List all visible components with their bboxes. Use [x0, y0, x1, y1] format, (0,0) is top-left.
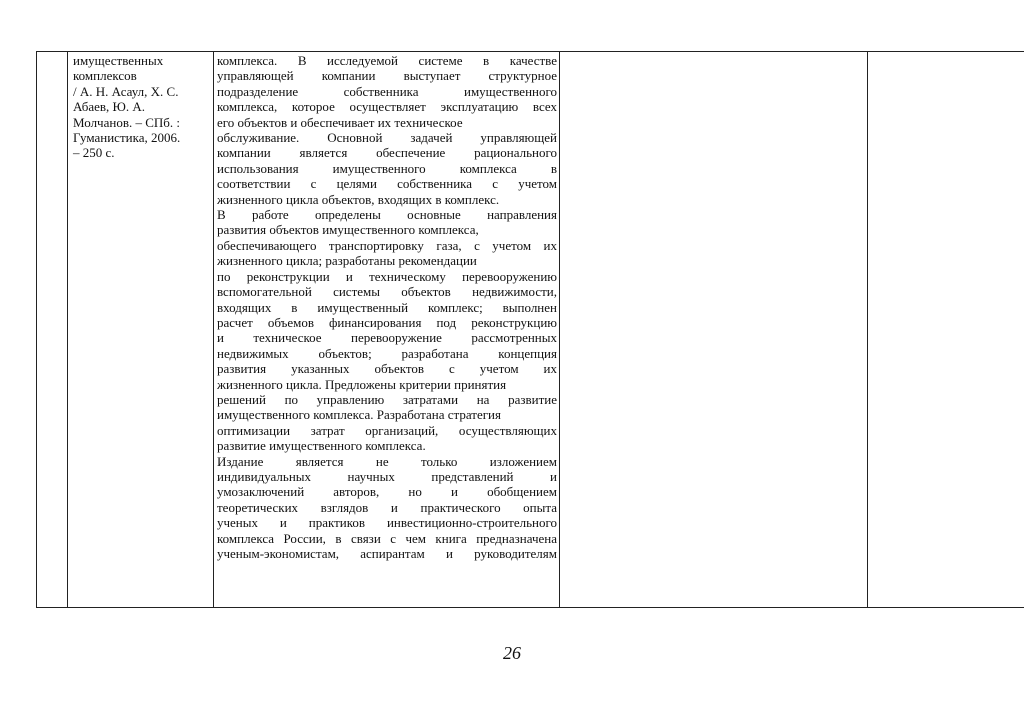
description-line: подразделение собственника имущественного [217, 83, 557, 99]
description-line: теоретических взглядов и практического опыта [217, 499, 557, 515]
description-line: жизненного цикла; разработаны рекомендации [217, 253, 477, 269]
description-line: комплекса, которое осуществляет эксплуатацию всех [217, 99, 557, 115]
source-line: имущественных [73, 53, 164, 68]
description-line: ученых и практиков инвестиционно-строительного [217, 515, 557, 531]
description-line: использования имущественного комплекса в [217, 160, 557, 176]
description-line: развитие имущественного комплекса. [217, 438, 426, 454]
description-line: и техническое перевооружение рассмотренных [217, 330, 557, 346]
source-line: – 250 с. [73, 145, 115, 161]
description-line: ученым-экономистам, аспирантам и руководителям [217, 546, 557, 561]
description-line: компании является обеспечение рационального [217, 145, 557, 161]
description-line: вспомогательной системы объектов недвижимости, [217, 284, 557, 300]
description-line: расчет объемов финансирования под реконструкцию [217, 314, 557, 330]
description-line: умозаключений авторов, но и обобщением [217, 484, 557, 500]
description-line: недвижимых объектов; разработана концепция [217, 345, 557, 361]
description-line: комплекса. В исследуемой системе в качестве [217, 53, 557, 68]
source-line: Гуманистика, 2006. [73, 130, 181, 146]
description-line: решений по управлению затратами на развитие [217, 391, 557, 407]
description-line: развития указанных объектов с учетом их [217, 361, 557, 377]
description-line: имущественного комплекса. Разработана стратегия [217, 407, 501, 423]
column-divider [867, 52, 868, 607]
description-line: его объектов и обеспечивает их техническое [217, 114, 463, 130]
description-line: развития объектов имущественного комплекса, [217, 222, 479, 238]
description-line: комплекса России, в связи с чем книга предназначена [217, 530, 557, 546]
column-divider [559, 52, 560, 607]
description-line: жизненного цикла объектов, входящих в комплекс. [217, 191, 500, 207]
column-divider [67, 52, 68, 607]
description-line: по реконструкции и техническому перевооружению [217, 268, 557, 284]
description-cell [217, 53, 557, 561]
source-line: / А. Н. Асаул, Х. С. [73, 83, 179, 99]
description-line: В работе определены основные направления [217, 207, 557, 223]
description-line: жизненного цикла. Предложены критерии принятия [217, 376, 507, 392]
description-line: Издание является не только изложением [217, 453, 557, 469]
source-line: комплексов [73, 68, 137, 84]
description-line: соответствии с целями собственника с учетом [217, 176, 557, 192]
source-line: Молчанов. – СПб. : [73, 114, 180, 130]
document-table [36, 51, 1024, 608]
description-line: оптимизации затрат организаций, осуществляющих [217, 422, 557, 438]
page-number: 26 [503, 643, 521, 663]
description-line: обеспечивающего транспортировку газа, с учетом их [217, 237, 557, 253]
description-line: индивидуальных научных представлений и [217, 468, 557, 484]
description-line: управляющей компании выступает структурное [217, 68, 557, 84]
source-cell [73, 53, 215, 161]
description-line: входящих в имущественный комплекс; выполнен [217, 299, 557, 315]
source-line: Абаев, Ю. А. [73, 99, 146, 115]
description-line: обслуживание. Основной задачей управляющей [217, 130, 557, 146]
